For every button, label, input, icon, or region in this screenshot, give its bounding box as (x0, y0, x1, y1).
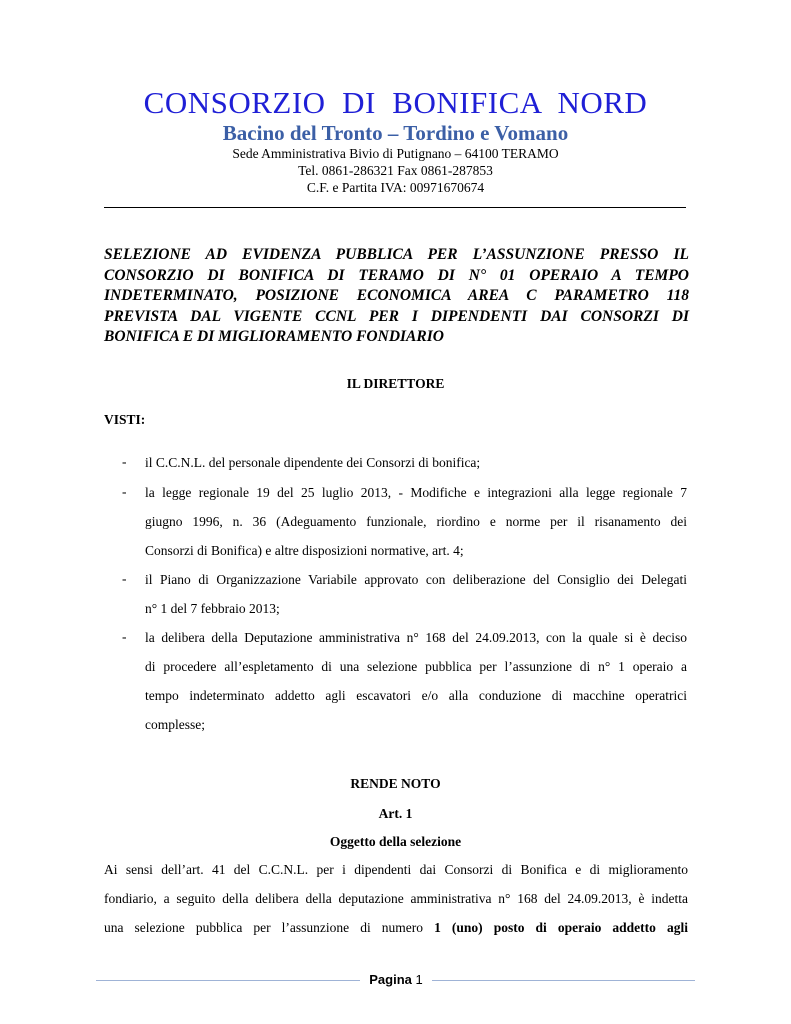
list-dash: - (122, 454, 127, 469)
footer-label: Pagina (369, 972, 412, 987)
list-item-line: giugno 1996, n. 36 (Adeguamento funzionale, riordino e norme per il risanamento dei (145, 514, 687, 529)
document-title (104, 245, 689, 348)
body-line (104, 920, 688, 936)
organization-name: CONSORZIO DI BONIFICA NORD (143, 85, 648, 120)
list-item-line: la delibera della Deputazione amministrativa n° 168 del 24.09.2013, con la quale si è deciso (145, 630, 687, 645)
title-line: PREVISTA DAL VIGENTE CCNL PER I DIPENDENTI DAI CONSORZI DI (104, 307, 689, 325)
director-heading: IL DIRETTORE (346, 376, 445, 391)
list-item-line: tempo indeterminato addetto agli escavatori e/o alla conduzione di macchine operatrici (145, 688, 687, 703)
body-text: una selezione pubblica per l’assunzione di numero (104, 920, 435, 935)
list-dash: - (122, 484, 127, 499)
title-line: SELEZIONE AD EVIDENZA PUBBLICA PER L’ASSUNZIONE PRESSO IL (104, 246, 689, 263)
title-line: INDETERMINATO, POSIZIONE ECONOMICA AREA C PARAMETRO 118 (104, 287, 689, 304)
rende-noto-heading: RENDE NOTO (350, 776, 441, 791)
article-title: Oggetto della selezione (329, 834, 462, 849)
title-line: BONIFICA E DI MIGLIORAMENTO FONDIARIO (104, 328, 444, 345)
body-line: fondiario, a seguito della delibera della deputazione amministrativa n° 168 del 24.09.2013, è indetta (104, 891, 688, 906)
list-item-line: di procedere all’espletamento di una selezione pubblica per l’assunzione di n° 1 operaio a (145, 659, 687, 674)
list-dash: - (122, 571, 127, 586)
page-number: 1 (415, 972, 423, 987)
list-item-line: il Piano di Organizzazione Variabile approvato con deliberazione del Consiglio dei Delegati (145, 572, 687, 587)
footer-divider-left (96, 980, 360, 981)
organization-subtitle: Bacino del Tronto – Tordino e Vomano (222, 121, 569, 145)
page-footer (360, 972, 432, 987)
list-dash: - (122, 629, 127, 644)
list-item-line: n° 1 del 7 febbraio 2013; (145, 601, 280, 616)
footer-divider-right (432, 980, 695, 981)
phone-line: Tel. 0861-286321 Fax 0861-287853 (298, 163, 493, 178)
article-number: Art. 1 (378, 806, 413, 821)
body-line: Ai sensi dell’art. 41 del C.C.N.L. per i dipendenti dai Consorzi di Bonifica e di miglioramento (104, 862, 688, 877)
header-divider (104, 207, 686, 208)
body-bold-text: 1 (uno) posto di operaio addetto agli (434, 920, 688, 935)
vat-line: C.F. e Partita IVA: 00971670674 (306, 180, 485, 195)
visti-heading: VISTI: (104, 412, 146, 427)
address-line: Sede Amministrativa Bivio di Putignano – 64100 TERAMO (232, 146, 559, 161)
list-item-line: Consorzi di Bonifica) e altre disposizioni normative, art. 4; (145, 543, 464, 558)
list-item-line: il C.C.N.L. del personale dipendente dei Consorzi di bonifica; (145, 455, 481, 470)
title-line: CONSORZIO DI BONIFICA DI TERAMO DI N° 01 OPERAIO A TEMPO (104, 266, 689, 284)
list-item-line: complesse; (145, 717, 205, 732)
list-item-line: la legge regionale 19 del 25 luglio 2013, - Modifiche e integrazioni alla legge regionale 7 (145, 485, 687, 500)
